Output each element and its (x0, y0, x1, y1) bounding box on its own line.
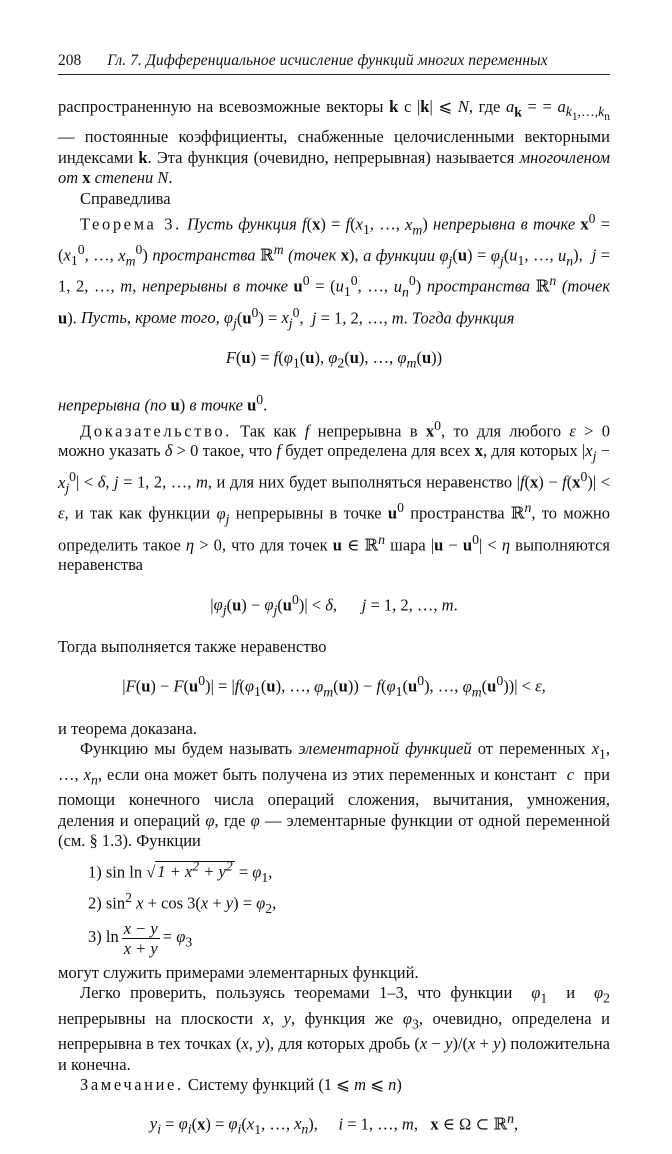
paragraph-examples: могут служить примерами элементарных функций. (58, 962, 419, 982)
paragraph-elementary: Функцию мы будем называть элементарной функцией от переменных $x_1$, …, $x_n$, если она может быть получена из этих переменных и констант c при помощи конечного числа операций сложения, вычитания, умножения, деления и операций φ, где φ — элементарные функции от одной переменной (см. § 1.3). Функции (58, 739, 611, 851)
equation-F: $F(u) = f(\varphi_1(u)$, $\varphi_2(u)$, …, $\varphi_m(u)$) (225, 347, 443, 371)
equation-F-ineq: $|F(u) - F(u^0)| = |f(\varphi_1(u)$, …, $\varphi_m(u)) - f(\varphi_1(u^0)$, …, $\varphi_m(u^0))| < \varepsilon$, (122, 673, 546, 700)
page (58, 52, 610, 1154)
running-header (58, 52, 610, 75)
example-1: 1) sin ln √ $1 + x^2 + y^2 = \varphi_1$, (88, 858, 273, 885)
proof: Доказательство. Так как f непрерывна в $x^0$, то для любого ε > 0 можно указать δ > 0 такое, что f будет определена для всех x, для которых $|x_j - x_j^0| < \delta$, j = 1, 2, …, m, и для них будет выполняться неравенство $|f(x) - f(x^0)| < \varepsilon$, и так как функции $\varphi_j$ непрерывны в точке $u^0$ пространства ℝ$^n$, то можно определить такое η > 0, что для точек u ∈ ℝ$^n$ шара $|u - u^0| < \eta$ выполняются неравенства (58, 417, 611, 575)
paragraph-check: Легко проверить, пользуясь теоремами 1–3, что функции $\varphi_1$ и $\varphi_2$ непрерывны на плоскости x, y, функция же $\varphi_3$, очевидно, определена и непрерывна в тех точках (x, y), для которых дробь (x − y)/(x + y) положительна и конечна. (58, 982, 611, 1074)
remark: Замечание. Систему функций (1 ⩽ m ⩽ n) (80, 1075, 402, 1095)
example-3: 3) ln $\frac{x - y}{x + y}$ = $\varphi_3$ (88, 918, 193, 958)
theorem-conclusion: непрерывна (по u) в точке $u^0$. (58, 391, 268, 415)
example-2: 2) $\sin^2 x + \cos 3(x + y) = \varphi_2$, (88, 890, 277, 917)
examples-list (88, 856, 610, 963)
equation-system: $y_i = \varphi_i(x) = \varphi_i(x_1$, …, $x_n$), i = 1, …, m, x ∈ Ω ⊂ ℝ$^n$, (149, 1110, 519, 1137)
theorem-3: Теорема 3. Пусть функция $f(x) = f(x_1$, …, $x_m$) непрерывна в точке $x^0 = (x_1^0$, …, $x_m^0$) пространства ℝ$^m$ (точек x), а функции $\varphi_j(u) = \varphi_j(u_1$, …, $u_n$), j = 1, 2, …, m, непрерывны в точке $u^0 = (u_1^0$, …, $u_n^0$) пространства ℝ$^n$ (точек u). Пусть, кроме того, $\varphi_j(u^0) = x_j^0$, j = 1, 2, …, m. Тогда функция (58, 211, 611, 331)
paragraph-then: Тогда выполняется также неравенство (58, 637, 327, 657)
paragraph-polynomial: распространенную на всевозможные векторы k с |k| ⩽ N, где $a_k$ = = $a_{k_1,\dots,k_n}$ — постоянные коэффициенты, снабженные целочисленными векторными индексами k. Эта функция (очевидно, непрерывная) называется многочленом от x степени N. (58, 97, 610, 188)
page-number: 208 (58, 52, 82, 69)
equation-phi-ineq: $|\varphi_j(u) - \varphi_j(u^0)| < \delta$, j = 1, 2, …, m. (210, 591, 458, 618)
page-body (58, 97, 610, 1140)
paragraph-valid: Справедлива (80, 188, 171, 208)
running-title: Гл. 7. Дифференциальное исчисление функций многих переменных (107, 52, 548, 69)
paragraph-qed: и теорема доказана. (58, 718, 197, 738)
